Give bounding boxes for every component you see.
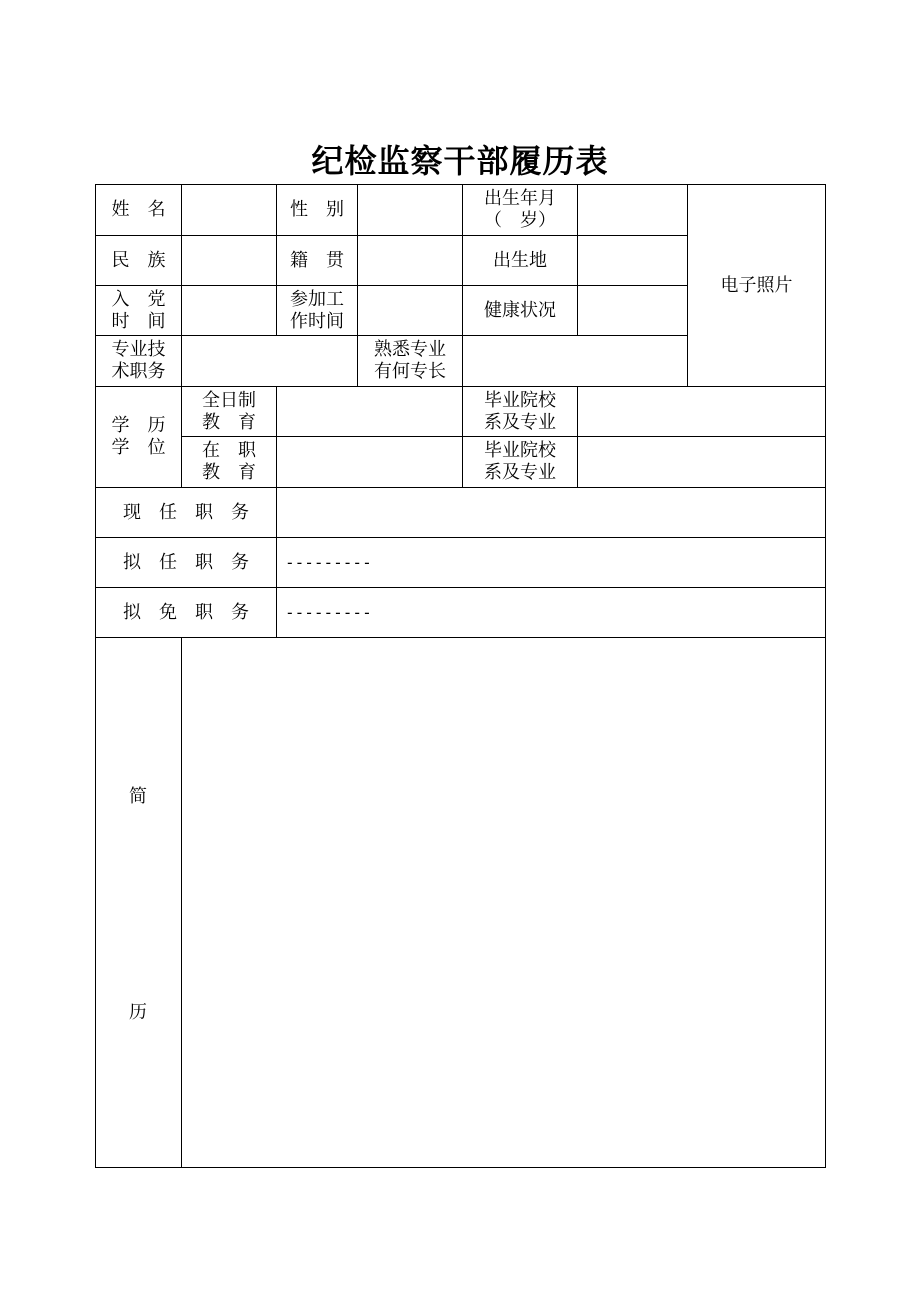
name-label — [95, 184, 182, 236]
fulltime-school-field[interactable] — [577, 386, 826, 437]
current-post-label-text: 现 任 职 务 — [123, 501, 249, 523]
native-place-label-text: 籍 贯 — [290, 249, 344, 271]
work-start-field[interactable] — [357, 285, 463, 336]
gender-field[interactable] — [357, 184, 463, 236]
inservice-school-label-line1: 毕业院校 — [484, 440, 556, 461]
proposed-post-label-text: 拟 任 职 务 — [123, 551, 249, 573]
fulltime-school-label-line1: 毕业院校 — [484, 389, 556, 411]
party-join-label-line1: 入 党 — [111, 288, 166, 310]
resume-field[interactable] — [181, 637, 826, 1168]
expertise-label-line1: 熟悉专业 — [374, 339, 446, 360]
resume-label-bottom: 历 — [129, 1002, 147, 1023]
professional-title-label-line1: 专业技 — [111, 339, 166, 360]
party-join-field[interactable] — [181, 285, 277, 336]
fulltime-school-label-line2: 系及专业 — [484, 411, 556, 433]
proposed-post-value: --------- — [285, 552, 372, 572]
birthplace-label — [462, 235, 578, 286]
inservice-label-line1: 在 职 — [202, 440, 256, 461]
birth-date-label — [462, 184, 578, 236]
birthplace-label-text: 出生地 — [493, 249, 547, 271]
fulltime-label-line2: 教 育 — [202, 411, 256, 433]
removed-post-field[interactable] — [276, 587, 826, 638]
proposed-post-label — [95, 537, 277, 588]
current-post-field[interactable] — [276, 487, 826, 538]
current-post-label — [95, 487, 277, 538]
education-label-line1: 学 历 — [111, 415, 166, 436]
ethnicity-label-text: 民 族 — [111, 249, 166, 271]
removed-post-label — [95, 587, 277, 638]
name-label-text: 姓 名 — [111, 199, 166, 220]
health-field[interactable] — [577, 285, 688, 336]
expertise-label — [357, 335, 463, 387]
professional-title-label-line2: 术职务 — [111, 361, 166, 382]
professional-title-label — [95, 335, 182, 387]
birth-date-field[interactable] — [577, 184, 688, 236]
fulltime-label-line1: 全日制 — [202, 389, 256, 411]
resume-label-cell — [95, 637, 182, 1168]
professional-title-field[interactable] — [181, 335, 358, 387]
inservice-education-field[interactable] — [276, 436, 463, 488]
party-join-label — [95, 285, 182, 336]
inservice-education-label — [181, 436, 277, 488]
resume-label-top: 简 — [129, 786, 147, 807]
expertise-field[interactable] — [462, 335, 688, 387]
inservice-school-label — [462, 436, 578, 488]
fulltime-education-label — [181, 386, 277, 437]
photo-label: 电子照片 — [720, 274, 793, 296]
birth-date-label-line1: 出生年月 — [484, 188, 556, 209]
ethnicity-label — [95, 235, 182, 286]
fulltime-education-field[interactable] — [276, 386, 463, 437]
ethnicity-field[interactable] — [181, 235, 277, 286]
work-start-label — [276, 285, 358, 336]
gender-label-text: 性 别 — [290, 199, 344, 220]
removed-post-label-text: 拟 免 职 务 — [123, 601, 249, 623]
proposed-post-field[interactable] — [276, 537, 826, 588]
inservice-label-line2: 教 育 — [202, 462, 256, 483]
expertise-label-line2: 有何专长 — [374, 361, 446, 382]
inservice-school-label-line2: 系及专业 — [484, 462, 556, 483]
native-place-label — [276, 235, 358, 286]
work-start-label-line2: 作时间 — [290, 310, 344, 332]
photo-box[interactable] — [687, 184, 826, 387]
health-label-text: 健康状况 — [484, 299, 556, 321]
health-label — [462, 285, 578, 336]
party-join-label-line2: 时 间 — [111, 310, 166, 332]
education-label-line2: 学 位 — [111, 437, 166, 458]
education-degree-label — [95, 386, 182, 488]
inservice-school-field[interactable] — [577, 436, 826, 488]
fulltime-school-label — [462, 386, 578, 437]
work-start-label-line1: 参加工 — [290, 288, 344, 310]
name-field[interactable] — [181, 184, 277, 236]
birth-date-label-line2: （ 岁） — [484, 210, 556, 231]
native-place-field[interactable] — [357, 235, 463, 286]
gender-label — [276, 184, 358, 236]
birthplace-field[interactable] — [577, 235, 688, 286]
page-title: 纪检监察干部履历表 — [311, 142, 609, 180]
removed-post-value: --------- — [285, 602, 372, 622]
